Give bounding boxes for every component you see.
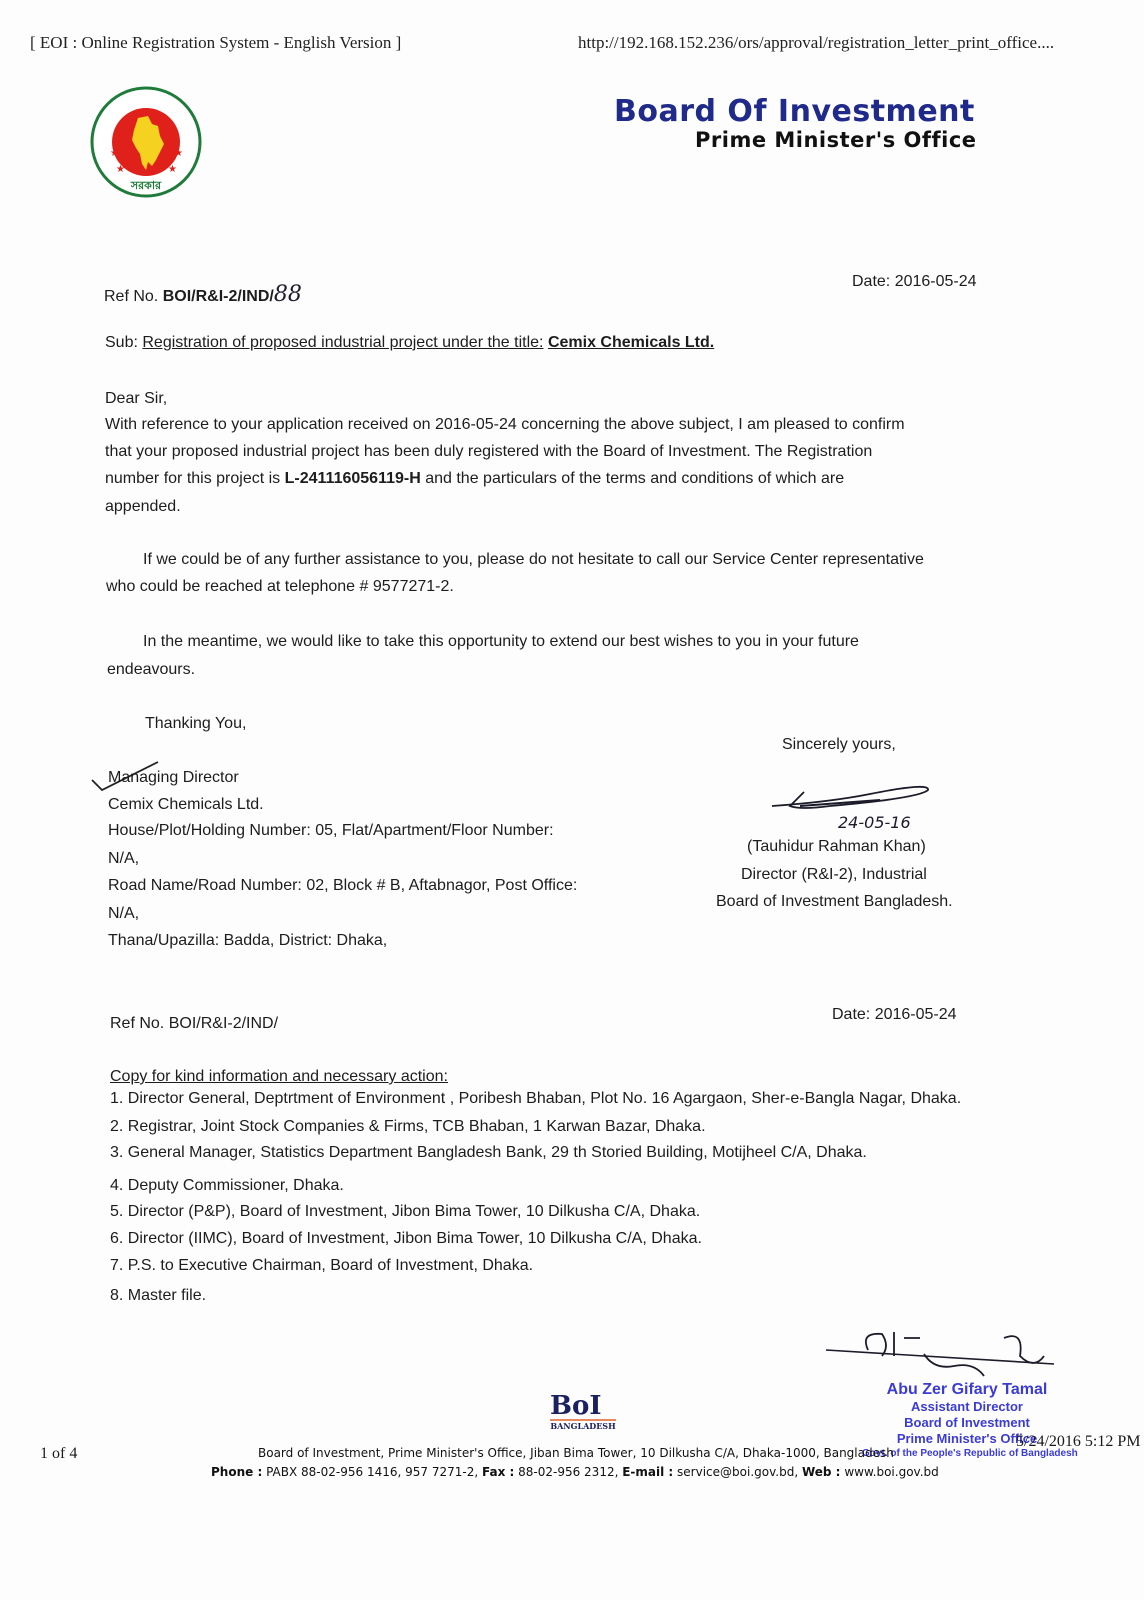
para3-line2: endeavours. [107,661,196,678]
boi-logo-text: BoI [550,1391,602,1421]
copy-heading: Copy for kind information and necessary action: [110,1068,448,1085]
footer-contact [211,1465,939,1479]
email-label: E-mail : [622,1465,674,1479]
government-seal-logo [90,86,202,198]
registration-number: L-241116056119-H [284,470,421,487]
stamp-office: Prime Minister's Office [896,1431,1038,1446]
phone-value: PABX 88-02-956 1416, 957 7271-2, [266,1465,479,1479]
ref-handwritten-suffix: 88 [273,282,302,307]
copy-ref-label: Ref No. [110,1015,165,1032]
stamp-org: Board of Investment [904,1415,1030,1430]
para2-line2: who could be reached at telephone # 9577271-2. [106,578,454,595]
para1-line1: With reference to your application received on 2016-05-24 concerning the above subject, I am pleased to confirm [105,416,905,433]
copy-date-label: Date: [832,1006,871,1023]
ref-label: Ref No. [104,288,159,305]
subject-line [105,334,714,352]
date-label: Date: [852,273,891,290]
list-item: 3. General Manager, Statistics Department Bangladesh Bank, 29 th Storied Building, Motijheel C/A, Dhaka. [110,1144,867,1161]
subject-prefix: Sub: [105,334,138,351]
phone-label: Phone : [211,1465,263,1479]
list-item: 7. P.S. to Executive Chairman, Board of Investment, Dhaka. [110,1257,534,1274]
para1-line3 [105,470,844,488]
list-item: 4. Deputy Commissioner, Dhaka. [110,1177,344,1194]
subject-text: Registration of proposed industrial project under the title: [142,334,544,351]
list-item: 5. Director (P&P), Board of Investment, Jibon Bima Tower, 10 Dilkusha C/A, Dhaka. [110,1203,701,1220]
sign-off: Sincerely yours, [782,736,896,753]
copy-ref-number: BOI/R&I-2/IND/ [168,1015,279,1032]
footer-address: Board of Investment, Prime Minister's Office, Jiban Bima Tower, 10 Dilkusha C/A, Dhaka-1000, Bangladesh [258,1446,894,1460]
svg-text:★: ★ [116,164,125,175]
recipient-line: Cemix Chemicals Ltd. [108,796,264,813]
para3-line1: In the meantime, we would like to take this opportunity to extend our best wishes to you in your future [143,633,859,650]
salutation: Dear Sir, [105,390,168,407]
signatory-title: Director (R&I-2), Industrial [741,866,927,883]
list-item: 6. Director (IIMC), Board of Investment, Jibon Bima Tower, 10 Dilkusha C/A, Dhaka. [110,1230,702,1247]
ref-line [104,282,302,307]
web-link[interactable]: www.boi.gov.bd [844,1465,939,1479]
recipient-line: N/A, [108,850,140,867]
para2-line1: If we could be of any further assistance to you, please do not hesitate to call our Service Center representative [143,551,924,568]
para1-line3-pre: number for this project is [105,470,281,487]
signatory-name: (Tauhidur Rahman Khan) [747,838,926,855]
list-item: 8. Master file. [110,1287,207,1304]
director-signature-icon [770,776,960,836]
stamp-title: Assistant Director [911,1399,1023,1414]
bangladesh-seal-icon [90,86,202,198]
letterhead-title: Board Of Investment [614,94,975,129]
recipient-line: House/Plot/Holding Number: 05, Flat/Apartment/Floor Number: [108,822,554,839]
closing: Thanking You, [145,715,247,732]
para1-line4: appended. [105,498,181,515]
subject-company: Cemix Chemicals Ltd. [547,334,715,351]
boi-logo [548,1388,618,1432]
signature-date: 24-05-16 [838,813,911,832]
fax-value: 88-02-956 2312, [518,1465,619,1479]
print-header-title: [ EOI : Online Registration System - English Version ] [30,33,402,52]
date-value: 2016-05-24 [894,273,977,290]
boi-globe-logo-icon [548,1388,618,1432]
stamp-govt: Govt. of the People's Republic of Bangladesh [862,1448,1078,1459]
para1-line2: that your proposed industrial project has been duly registered with the Board of Investment. The Registration [105,443,873,460]
svg-text:★: ★ [174,148,183,159]
recipient-line: Managing Director [108,769,239,786]
fax-label: Fax : [481,1465,515,1479]
copy-ref-line [110,1015,278,1033]
recipient-line: Thana/Upazilla: Badda, District: Dhaka, [108,932,388,949]
date-line [852,273,977,291]
svg-text:★: ★ [110,148,119,159]
web-label: Web : [801,1465,841,1479]
email-value[interactable]: service@boi.gov.bd, [677,1465,799,1479]
page-number: 1 of 4 [40,1445,78,1462]
print-timestamp: 5/24/2016 5:12 PM [1016,1433,1141,1450]
assistant-director-signature-icon [824,1326,1064,1386]
copy-date-line [832,1006,957,1024]
ref-number: BOI/R&I-2/IND/ [162,288,274,305]
boi-logo-sub: BANGLADESH [550,1421,616,1431]
list-item: 1. Director General, Deptrtment of Environment , Poribesh Bhaban, Plot No. 16 Agargaon, Sher-e-Bangla Nagar, Dhaka. [110,1090,962,1107]
recipient-line: N/A, [108,905,140,922]
signatory-org: Board of Investment Bangladesh. [716,893,953,910]
print-header-url: http://192.168.152.236/ors/approval/registration_letter_print_office.... [578,33,1055,52]
svg-text:★: ★ [168,164,177,175]
seal-text-bottom: সরকার [130,179,162,192]
copy-date-value: 2016-05-24 [874,1006,957,1023]
stamp-name: Abu Zer Gifary Tamal [886,1381,1048,1398]
recipient-line: Road Name/Road Number: 02, Block # B, Aftabnagor, Post Office: [108,877,578,894]
letterhead-subtitle: Prime Minister's Office [695,128,977,152]
list-item: 2. Registrar, Joint Stock Companies & Firms, TCB Bhaban, 1 Karwan Bazar, Dhaka. [110,1118,706,1135]
para1-line3-post: and the particulars of the terms and conditions of which are [425,470,845,487]
